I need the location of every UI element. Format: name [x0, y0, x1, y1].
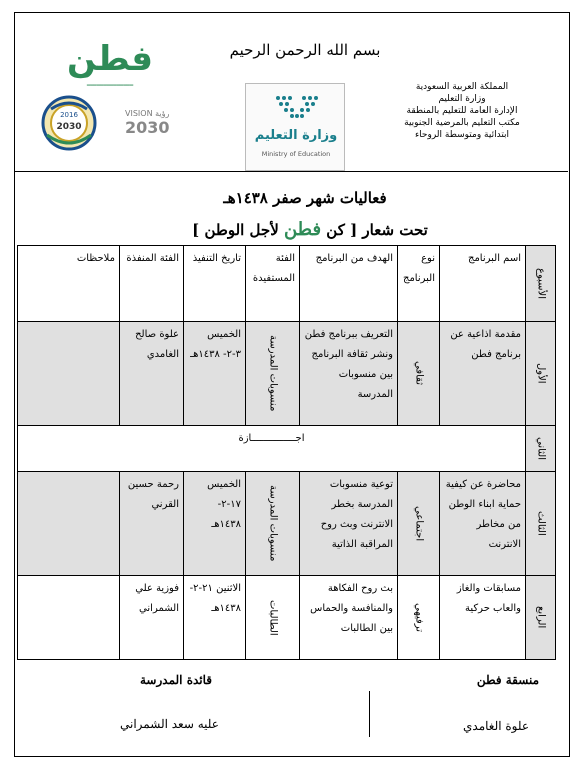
signature-divider [369, 691, 370, 737]
notes-cell [18, 472, 120, 576]
audience-cell: الطالبات [246, 576, 300, 660]
vision-year: 2030 [125, 118, 170, 137]
header-program-name: اسم البرنامج [440, 246, 526, 322]
bismillah: بسم الله الرحمن الرحيم [229, 41, 381, 59]
notes-cell [18, 576, 120, 660]
audience-cell: منسوبات المدرسة [246, 472, 300, 576]
table-header-row [18, 246, 556, 322]
program-type-cell: اجتماعي [398, 472, 440, 576]
week-cell: الثاني [526, 426, 556, 472]
government-header [377, 81, 547, 141]
slogan-brand: فطن [283, 219, 322, 240]
notes-cell [18, 322, 120, 426]
program-type-cell: ثقافي [398, 322, 440, 426]
ministry-name-ar: وزارة التعليم [254, 128, 338, 143]
executor-cell: فوزية علي الشمراني [120, 576, 184, 660]
slogan-title [165, 219, 455, 240]
ministry-dots-icon [274, 94, 320, 120]
date-cell: الخميس ٣-٢- ١٤٣٨هـ [184, 322, 246, 426]
holiday-cell: اجـــــــــــــــازة [18, 426, 526, 472]
gov-line: المملكة العربية السعودية [415, 82, 509, 92]
principal-label: قائدة المدرسة [140, 673, 213, 687]
table-row-holiday [18, 426, 556, 472]
slogan-prefix: تحت شعار [ كن [326, 221, 428, 239]
fatn-logo-subtitle: ━━━━━━━━━━━━━━ [86, 83, 134, 89]
header-audience: الفئة المستفيدة [246, 246, 300, 322]
badge-2016-icon [41, 95, 97, 151]
ministry-logo [245, 83, 345, 171]
header-divider [15, 171, 568, 172]
program-name-cell: محاضرة عن كيفية حماية ابناء الوطن من مخاطر الانترنت [440, 472, 526, 576]
executor-cell: رحمة حسين القرني [120, 472, 184, 576]
goal-cell: توعية منسوبات المدرسة بخطر الانترنت وبث روح المراقبة الذاتية [300, 472, 398, 576]
header-date: تاريخ التنفيذ [184, 246, 246, 322]
coordinator-label: منسقة فطن [476, 673, 539, 687]
program-type-cell: ترفيهي [398, 576, 440, 660]
fatn-logo [35, 39, 185, 99]
executor-cell: علوة صالح الغامدي [120, 322, 184, 426]
gov-line: ابتدائية ومتوسطة الروحاء [414, 130, 510, 140]
document-page [14, 12, 570, 757]
header-goal: الهدف من البرنامج [300, 246, 398, 322]
program-name-cell: مسابقات والغاز والعاب حركية [440, 576, 526, 660]
date-cell: الاثنين ٢١-٢- ١٤٣٨هـ [184, 576, 246, 660]
date-cell: الخميس ١٧-٢- ١٤٣٨هـ [184, 472, 246, 576]
header-executor: الفئة المنفذة [120, 246, 184, 322]
events-table [17, 245, 556, 660]
week-cell: الثالث [526, 472, 556, 576]
coordinator-name: علوة الغامدي [463, 719, 529, 733]
fatn-logo-word: فطن [67, 39, 153, 79]
table-row [18, 322, 556, 426]
week-cell: الأول [526, 322, 556, 426]
gov-line: وزارة التعليم [438, 94, 486, 104]
program-name-cell: مقدمة اذاعية عن برنامج فطن [440, 322, 526, 426]
gov-line: الإدارة العامة للتعليم بالمنطقة [406, 106, 518, 116]
header-week: الأسبوع [526, 246, 556, 322]
header-program-type: نوع البرنامج [398, 246, 440, 322]
vision-2030-logo [125, 109, 195, 149]
header-notes: ملاحظات [18, 246, 120, 322]
table-row [18, 576, 556, 660]
events-title: فعاليات شهر صفر ١٤٣٨هـ [223, 189, 387, 207]
badge-year: 2016 [60, 111, 78, 119]
gov-line: مكتب التعليم بالمرضية الجنوبية [404, 118, 520, 128]
goal-cell: التعريف ببرنامج فطن ونشر ثقافة البرنامج بين منسوبات المدرسة [300, 322, 398, 426]
audience-cell: منسوبات المدرسة [246, 322, 300, 426]
fatn-logo-text [35, 39, 185, 79]
week-cell: الرابع [526, 576, 556, 660]
table-row [18, 472, 556, 576]
badge-num: 2030 [56, 122, 82, 132]
slogan-suffix: لأجل الوطن ] [192, 221, 279, 239]
principal-name: عليه سعد الشمراني [120, 717, 219, 731]
vision-label: VISION رؤية [125, 109, 170, 118]
ministry-name-en: Ministry of Education [261, 150, 331, 158]
goal-cell: بث روح الفكاهة والمنافسة والحماس بين الطالبات [300, 576, 398, 660]
